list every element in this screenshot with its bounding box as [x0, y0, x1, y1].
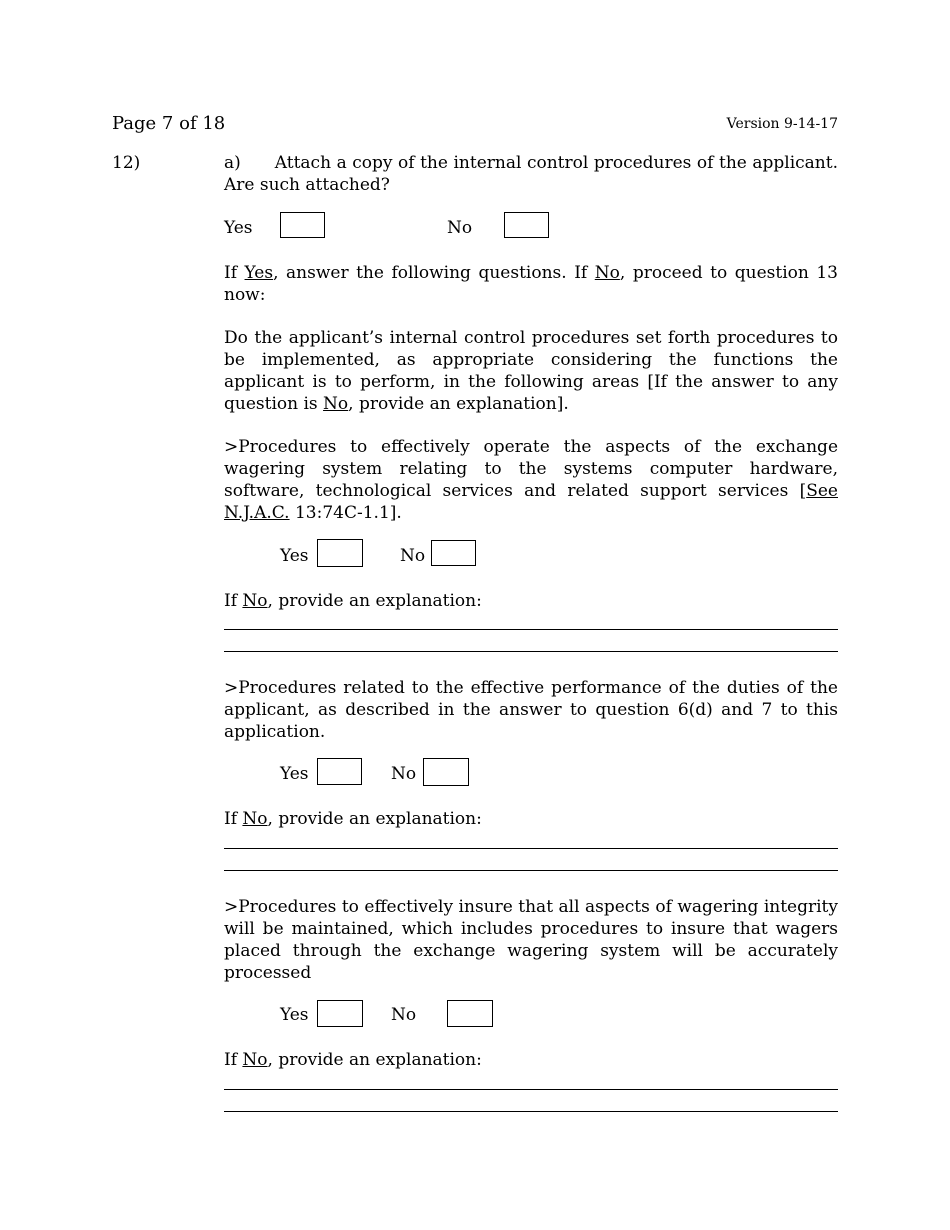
page-number: Page 7 of 18	[112, 113, 226, 134]
part-a-no-label: No	[447, 218, 473, 238]
item-3-yes-label: Yes	[280, 1005, 309, 1025]
version-label: Version 9-14-17	[726, 116, 838, 132]
item-1-yes-label: Yes	[280, 546, 309, 566]
see-link: See	[806, 481, 838, 501]
item-1-explain-line-1[interactable]	[224, 629, 838, 630]
item-2-yes-label: Yes	[280, 764, 309, 784]
item-1-no-checkbox[interactable]	[431, 540, 476, 566]
item-1-no-label: No	[400, 546, 426, 566]
item-3-text: >Procedures to effectively insure that all aspects of wagering integrity will be maintained, which includes procedures to insure that wagers placed through the exchange wagering system will be accurately processed	[224, 897, 838, 983]
item-3-no-label: No	[391, 1005, 417, 1025]
part-a-text: a) Attach a copy of the internal control procedures of the applicant. Are such attached?	[224, 153, 838, 195]
item-1-explain-label: If No, provide an explanation:	[224, 591, 482, 611]
item-3-explain-line-1[interactable]	[224, 1089, 838, 1090]
instruction-yes: Yes	[244, 263, 274, 283]
intro-paragraph: Do the applicant’s internal control procedures set forth procedures to be implemented, as appropriate considering the functions the applicant is to perform, in the following areas [If the answer to any question is No, provide an explanation].	[224, 328, 838, 414]
item-2-explain-label: If No, provide an explanation:	[224, 809, 482, 829]
instruction-no: No	[594, 263, 620, 283]
item-2-no-label: No	[391, 764, 417, 784]
item-2-no-checkbox[interactable]	[423, 758, 469, 786]
item-3-no-checkbox[interactable]	[447, 1000, 493, 1027]
item-2-text: >Procedures related to the effective performance of the duties of the applicant, as described in the answer to question 6(d) and 7 to this application.	[224, 678, 838, 742]
instruction-text: If Yes, answer the following questions. If No, proceed to question 13 now:	[224, 263, 838, 305]
item-2-explain-line-2[interactable]	[224, 870, 838, 871]
part-a-yes-label: Yes	[224, 218, 253, 238]
njac-citation: N.J.A.C.	[224, 503, 290, 523]
part-a-label: a)	[224, 153, 241, 173]
question-number: 12)	[112, 153, 141, 173]
item-2-yes-checkbox[interactable]	[317, 758, 362, 785]
item-1-text: >Procedures to effectively operate the aspects of the exchange wagering system relating to the systems computer hardware, software, technological services and related support services [See N.J.A.C. 13:74C-1.1].	[224, 437, 838, 523]
part-a-yes-checkbox[interactable]	[280, 212, 325, 238]
item-3-explain-label: If No, provide an explanation:	[224, 1050, 482, 1070]
item-2-explain-line-1[interactable]	[224, 848, 838, 849]
part-a-no-checkbox[interactable]	[504, 212, 549, 238]
item-3-yes-checkbox[interactable]	[317, 1000, 363, 1027]
item-1-explain-line-2[interactable]	[224, 651, 838, 652]
item-3-explain-line-2[interactable]	[224, 1111, 838, 1112]
item-1-yes-checkbox[interactable]	[317, 539, 363, 567]
